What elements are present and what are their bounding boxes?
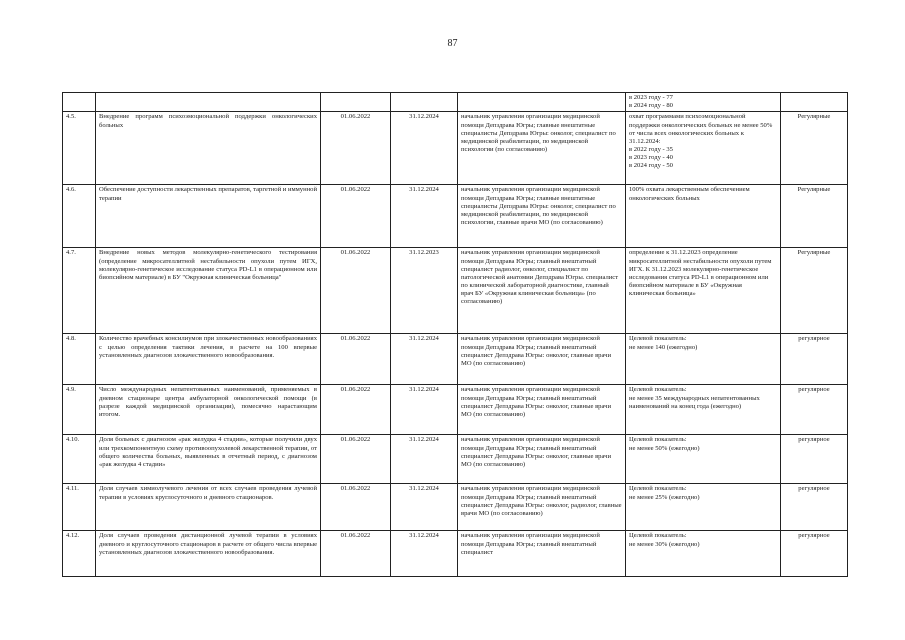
cell-responsible: начальник управления организации медицинской помощи Депздрава Югры; главные внештатные специалисты Депздрава Югры: онколог, специалист по медицинской реабилитации, по медицинской психологии (по согласованию): [458, 112, 626, 185]
cell-number: 4.12.: [63, 531, 96, 577]
cell-event: [96, 93, 321, 112]
cell-start-date: 01.06.2022: [321, 531, 391, 577]
table-row: [63, 531, 848, 577]
cell-responsible: начальник управления организации медицинской помощи Депздрава Югры; главный внештатный специалист Депздрава Югры: онколог, главные врачи МО (по согласованию): [458, 385, 626, 435]
cell-start-date: [321, 93, 391, 112]
cell-periodicity: регулярное: [781, 484, 848, 531]
cell-start-date: 01.06.2022: [321, 248, 391, 334]
table-row: [63, 112, 848, 185]
page-number: 87: [447, 38, 458, 49]
cell-start-date: 01.06.2022: [321, 484, 391, 531]
cell-responsible: начальник управления организации медицинской помощи Депздрава Югры; главный внештатный специалист Депздрава Югры: онколог, радиолог, главные врачи МО (по согласованию): [458, 484, 626, 531]
cell-result: в 2023 году - 77 в 2024 году - 80: [626, 93, 781, 112]
cell-responsible: начальник управления организации медицинской помощи Депздрава Югры; главные внештатные специалисты Депздрава Югры: онколог, специалист по медицинской реабилитации, по медицинской психологии, главные врачи МО (по согласованию): [458, 185, 626, 248]
cell-periodicity: [781, 93, 848, 112]
cell-end-date: 31.12.2024: [391, 112, 458, 185]
plan-table: [62, 92, 848, 577]
cell-result: охват программами психоэмоциональной поддержки онкологических больных не менее 50% от числа всех онкологических больных к 31.12.2024: в 2022 году - 35 в 2023 году - 40 в 2024 году - 50: [626, 112, 781, 185]
cell-periodicity: регулярное: [781, 531, 848, 577]
cell-event: Доля случаев химиолучевого лечения от всех случаев проведения лучевой терапии в условиях круглосуточного и дневного стационаров.: [96, 484, 321, 531]
cell-responsible: начальник управления организации медицинской помощи Депздрава Югры; главный внештатный специалист радиолог, онколог, специалист по патологической анатомии Депздрава Югры. специалист по клинической лабораторной диагностике, главный врач БУ «Окружная клиническая больница» (по согласованию): [458, 248, 626, 334]
cell-event: Количество врачебных консилиумов при злокачественных новообразованиях с целью определения тактики лечения, в расчете на 100 впервые установленных диагнозов злокачественного новообразования.: [96, 334, 321, 385]
cell-end-date: 31.12.2024: [391, 185, 458, 248]
table-row: [63, 385, 848, 435]
cell-result: Целевой показатель: не менее 50% (ежегодно): [626, 435, 781, 484]
cell-result: Целевой показатель: не менее 25% (ежегодно): [626, 484, 781, 531]
cell-number: 4.5.: [63, 112, 96, 185]
cell-result: Целевой показатель: не менее 30% (ежегодно): [626, 531, 781, 577]
cell-result: Целевой показатель: не менее 35 международных непатентованных наименований на конец года (ежегодно): [626, 385, 781, 435]
table-body: [63, 93, 848, 577]
table-row: [63, 93, 848, 112]
cell-end-date: 31.12.2024: [391, 531, 458, 577]
cell-end-date: 31.12.2024: [391, 484, 458, 531]
cell-event: Внедрение новых методов молекулярно-генетического тестирования (определение микросателлитной нестабильности опухоли путем ИГХ, молекулярно-генетическое исследование статуса PD-L1 в операционном или биопсийном материале) в БУ "Окружная клиническая больница": [96, 248, 321, 334]
cell-start-date: 01.06.2022: [321, 435, 391, 484]
cell-start-date: 01.06.2022: [321, 112, 391, 185]
cell-end-date: [391, 93, 458, 112]
cell-responsible: начальник управления организации медицинской помощи Депздрава Югры; главный внештатный специалист: [458, 531, 626, 577]
table-row: [63, 334, 848, 385]
cell-event: Внедрение программ психоэмоциональной поддержки онкологических больных: [96, 112, 321, 185]
cell-event: Доля больных с диагнозом «рак желудка 4 стадии», которые получили двух или трехкомпонентную схему противоопухолевой лекарственной терапии, от общего количества больных, выявленных в отчетный период, с диагнозом «рак желудка 4 стадии»: [96, 435, 321, 484]
cell-start-date: 01.06.2022: [321, 385, 391, 435]
cell-periodicity: регулярное: [781, 334, 848, 385]
cell-start-date: 01.06.2022: [321, 334, 391, 385]
cell-end-date: 31.12.2023: [391, 248, 458, 334]
table-row: [63, 248, 848, 334]
cell-result: 100% охвата лекарственным обеспечением онкологических больных: [626, 185, 781, 248]
cell-number: 4.8.: [63, 334, 96, 385]
cell-number: 4.10.: [63, 435, 96, 484]
cell-result: определение к 31.12.2023 определение микросателлитной нестабильности опухоли путем ИГХ. К 31.12.2023 молекулярно-генетическое исследования статуса PD-L1 в операционном или биопсийном материале в БУ «Окружная клиническая больница»: [626, 248, 781, 334]
cell-number: 4.11.: [63, 484, 96, 531]
cell-number: 4.6.: [63, 185, 96, 248]
table-row: [63, 435, 848, 484]
cell-periodicity: Регулярные: [781, 185, 848, 248]
table-row: [63, 484, 848, 531]
cell-responsible: начальник управления организации медицинской помощи Депздрава Югры; главный внештатный специалист Депздрава Югры: онколог, главные врачи МО (по согласованию): [458, 435, 626, 484]
cell-periodicity: регулярное: [781, 435, 848, 484]
cell-end-date: 31.12.2024: [391, 435, 458, 484]
cell-responsible: начальник управления организации медицинской помощи Депздрава Югры; главный внештатный специалист Депздрава Югры: онколог, главные врачи МО (по согласованию): [458, 334, 626, 385]
cell-periodicity: Регулярные: [781, 112, 848, 185]
cell-end-date: 31.12.2024: [391, 334, 458, 385]
cell-number: 4.9.: [63, 385, 96, 435]
cell-start-date: 01.06.2022: [321, 185, 391, 248]
cell-responsible: [458, 93, 626, 112]
cell-event: Доля случаев проведения дистанционной лучевой терапии в условиях дневного и круглосуточного стационаров в расчете от общего числа впервые установленных диагнозов злокачественного новообразования.: [96, 531, 321, 577]
table-row: [63, 185, 848, 248]
cell-number: 4.7.: [63, 248, 96, 334]
cell-end-date: 31.12.2024: [391, 385, 458, 435]
cell-event: Обеспечение доступности лекарственных препаратов, таргетной и иммунной терапии: [96, 185, 321, 248]
cell-periodicity: регулярное: [781, 385, 848, 435]
cell-number: [63, 93, 96, 112]
cell-periodicity: Регулярные: [781, 248, 848, 334]
cell-result: Целевой показатель: не менее 140 (ежегодно): [626, 334, 781, 385]
cell-event: Число международных непатентованных наименований, применяемых в дневном стационаре центра амбулаторной онкологической помощи (в разрезе каждой медицинской организации), помесячно нарастающим итогом.: [96, 385, 321, 435]
